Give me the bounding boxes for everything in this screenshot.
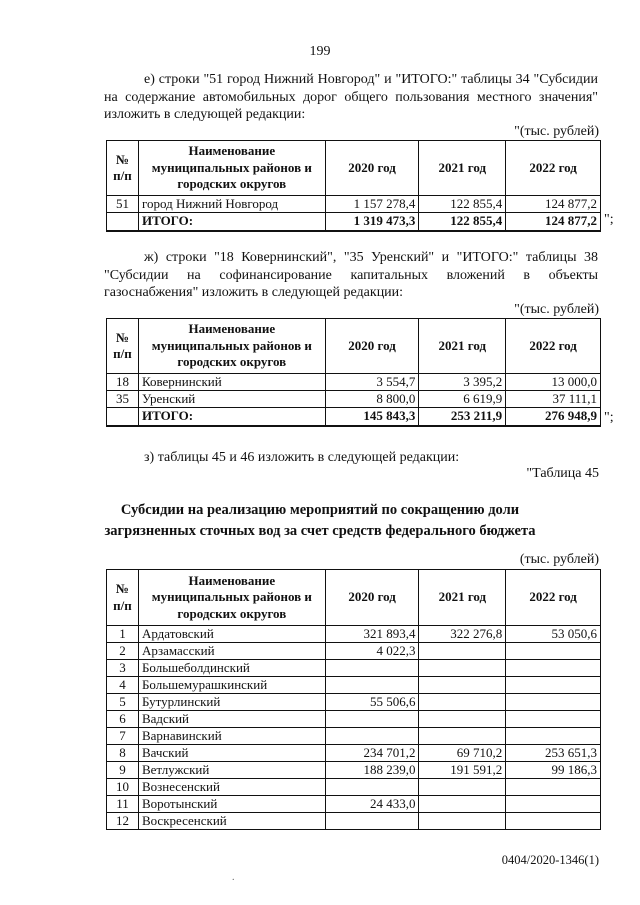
cell-num: 10 bbox=[107, 779, 139, 796]
cell-2021 bbox=[419, 643, 506, 660]
cell-num: 8 bbox=[107, 745, 139, 762]
page-number: 199 bbox=[309, 44, 331, 59]
cell-2021 bbox=[419, 813, 506, 830]
header-2022: 2022 год bbox=[506, 141, 601, 196]
header-num: № п/п bbox=[107, 141, 139, 196]
paragraph-zh-text: ж) строки "18 Ковернинский", "35 Уренский" и "ИТОГО:" таблицы 38 "Субсидии на софинансирование капитальных вложений в объекты газоснабжения" изложить в следующей редакции: bbox=[104, 250, 598, 300]
cell-name: Бутурлинский bbox=[138, 694, 325, 711]
paragraph-z bbox=[104, 449, 598, 467]
cell-name: Вачский bbox=[138, 745, 325, 762]
total-label: ИТОГО: bbox=[138, 213, 325, 231]
table-row bbox=[107, 779, 601, 796]
cell-num: 7 bbox=[107, 728, 139, 745]
cell-name: Большемурашкинский bbox=[138, 677, 325, 694]
total-label: ИТОГО: bbox=[138, 408, 325, 426]
table-45 bbox=[106, 569, 601, 830]
cell-2022 bbox=[506, 779, 601, 796]
header-2022: 2022 год bbox=[506, 319, 601, 374]
header-2020: 2020 год bbox=[325, 141, 419, 196]
table-row bbox=[107, 762, 601, 779]
cell-num: 9 bbox=[107, 762, 139, 779]
header-num: № п/п bbox=[107, 319, 139, 374]
table-row bbox=[107, 796, 601, 813]
cell-2020: 4 022,3 bbox=[325, 643, 419, 660]
header-name: Наименование муниципальных районов и городских округов bbox=[138, 319, 325, 374]
cell-2021: 3 395,2 bbox=[419, 374, 506, 391]
cell-num: 6 bbox=[107, 711, 139, 728]
cell-2020 bbox=[325, 779, 419, 796]
document-code: 0404/2020-1346(1) bbox=[501, 853, 599, 867]
cell-num: 4 bbox=[107, 677, 139, 694]
unit-label: "(тыс. рублей) bbox=[514, 302, 599, 317]
cell-2022 bbox=[506, 694, 601, 711]
cell-2021 bbox=[419, 677, 506, 694]
cell-name: Уренский bbox=[138, 391, 325, 408]
cell-num bbox=[107, 408, 139, 426]
table-row bbox=[107, 813, 601, 830]
cell-2020: 234 701,2 bbox=[325, 745, 419, 762]
cell-name: Ветлужский bbox=[138, 762, 325, 779]
table-row bbox=[107, 374, 601, 391]
cell-2021: 322 276,8 bbox=[419, 626, 506, 643]
table-row bbox=[107, 694, 601, 711]
table-total-row bbox=[107, 213, 601, 231]
cell-2020 bbox=[325, 813, 419, 830]
table-title-line-2: загрязненных сточных вод за счет средств федерального бюджета bbox=[104, 523, 536, 539]
cell-2022: 37 111,1 bbox=[506, 391, 601, 408]
paragraph-e bbox=[104, 71, 598, 124]
cell-name: Варнавинский bbox=[138, 728, 325, 745]
table-number-label: "Таблица 45 bbox=[526, 466, 599, 481]
cell-2020: 188 239,0 bbox=[325, 762, 419, 779]
cell-name: Большеболдинский bbox=[138, 660, 325, 677]
scan-mark: . bbox=[232, 872, 235, 883]
header-num: № п/п bbox=[107, 570, 139, 626]
cell-2021: 6 619,9 bbox=[419, 391, 506, 408]
unit-label: (тыс. рублей) bbox=[519, 552, 599, 567]
cell-num: 51 bbox=[107, 196, 139, 213]
cell-name: город Нижний Новгород bbox=[138, 196, 325, 213]
header-2021: 2021 год bbox=[419, 141, 506, 196]
cell-2020: 321 893,4 bbox=[325, 626, 419, 643]
cell-2021 bbox=[419, 728, 506, 745]
cell-2020: 3 554,7 bbox=[325, 374, 419, 391]
table-38 bbox=[106, 318, 601, 427]
header-2022: 2022 год bbox=[506, 570, 601, 626]
total-2020: 145 843,3 bbox=[325, 408, 419, 426]
table-header-row bbox=[107, 141, 601, 196]
table-header-row bbox=[107, 319, 601, 374]
cell-num: 11 bbox=[107, 796, 139, 813]
cell-2020 bbox=[325, 711, 419, 728]
header-name: Наименование муниципальных районов и городских округов bbox=[138, 141, 325, 196]
cell-num: 3 bbox=[107, 660, 139, 677]
cell-2020: 1 157 278,4 bbox=[325, 196, 419, 213]
paragraph-e-text: е) строки "51 город Нижний Новгород" и "ИТОГО:" таблицы 34 "Субсидии на содержание автомобильных дорог общего пользования местного значения" изложить в следующей редакции: bbox=[104, 72, 598, 122]
cell-2022 bbox=[506, 728, 601, 745]
total-2021: 122 855,4 bbox=[419, 213, 506, 231]
header-2020: 2020 год bbox=[325, 570, 419, 626]
cell-num bbox=[107, 213, 139, 231]
cell-2022 bbox=[506, 796, 601, 813]
cell-2021 bbox=[419, 779, 506, 796]
table-row bbox=[107, 643, 601, 660]
table-header-row bbox=[107, 570, 601, 626]
table-34 bbox=[106, 140, 601, 232]
header-2021: 2021 год bbox=[419, 319, 506, 374]
cell-2022: 99 186,3 bbox=[506, 762, 601, 779]
cell-2020: 8 800,0 bbox=[325, 391, 419, 408]
cell-2022 bbox=[506, 813, 601, 830]
cell-2022 bbox=[506, 643, 601, 660]
cell-2022: 13 000,0 bbox=[506, 374, 601, 391]
cell-name: Вознесенский bbox=[138, 779, 325, 796]
cell-2022 bbox=[506, 660, 601, 677]
cell-2021: 191 591,2 bbox=[419, 762, 506, 779]
cell-2020 bbox=[325, 677, 419, 694]
cell-num: 12 bbox=[107, 813, 139, 830]
cell-name: Арзамасский bbox=[138, 643, 325, 660]
cell-num: 1 bbox=[107, 626, 139, 643]
header-2021: 2021 год bbox=[419, 570, 506, 626]
cell-2021 bbox=[419, 660, 506, 677]
cell-name: Вадский bbox=[138, 711, 325, 728]
cell-num: 2 bbox=[107, 643, 139, 660]
header-name: Наименование муниципальных районов и городских округов bbox=[138, 570, 325, 626]
closing-quote: "; bbox=[604, 410, 614, 425]
table-title-line-1: Субсидии на реализацию мероприятий по сокращению доли bbox=[120, 502, 520, 518]
cell-2020: 24 433,0 bbox=[325, 796, 419, 813]
table-row bbox=[107, 728, 601, 745]
cell-2021 bbox=[419, 796, 506, 813]
cell-name: Воротынский bbox=[138, 796, 325, 813]
cell-2020 bbox=[325, 728, 419, 745]
cell-2022: 124 877,2 bbox=[506, 196, 601, 213]
table-row bbox=[107, 196, 601, 213]
total-2021: 253 211,9 bbox=[419, 408, 506, 426]
table-row bbox=[107, 660, 601, 677]
cell-2022: 253 651,3 bbox=[506, 745, 601, 762]
paragraph-z-text: з) таблицы 45 и 46 изложить в следующей редакции: bbox=[144, 450, 460, 465]
cell-num: 18 bbox=[107, 374, 139, 391]
cell-2021: 122 855,4 bbox=[419, 196, 506, 213]
table-row bbox=[107, 711, 601, 728]
table-row bbox=[107, 626, 601, 643]
table-row bbox=[107, 677, 601, 694]
cell-2021 bbox=[419, 711, 506, 728]
cell-2021: 69 710,2 bbox=[419, 745, 506, 762]
cell-2021 bbox=[419, 694, 506, 711]
unit-label: "(тыс. рублей) bbox=[514, 124, 599, 139]
total-2022: 124 877,2 bbox=[506, 213, 601, 231]
paragraph-zh bbox=[104, 249, 598, 302]
total-2020: 1 319 473,3 bbox=[325, 213, 419, 231]
table-row bbox=[107, 391, 601, 408]
header-2020: 2020 год bbox=[325, 319, 419, 374]
total-2022: 276 948,9 bbox=[506, 408, 601, 426]
cell-2022: 53 050,6 bbox=[506, 626, 601, 643]
cell-name: Ковернинский bbox=[138, 374, 325, 391]
table-total-row bbox=[107, 408, 601, 426]
cell-name: Воскресенский bbox=[138, 813, 325, 830]
cell-name: Ардатовский bbox=[138, 626, 325, 643]
cell-2022 bbox=[506, 677, 601, 694]
cell-num: 5 bbox=[107, 694, 139, 711]
cell-2022 bbox=[506, 711, 601, 728]
closing-quote: "; bbox=[604, 212, 614, 227]
cell-num: 35 bbox=[107, 391, 139, 408]
cell-2020 bbox=[325, 660, 419, 677]
table-row bbox=[107, 745, 601, 762]
cell-2020: 55 506,6 bbox=[325, 694, 419, 711]
